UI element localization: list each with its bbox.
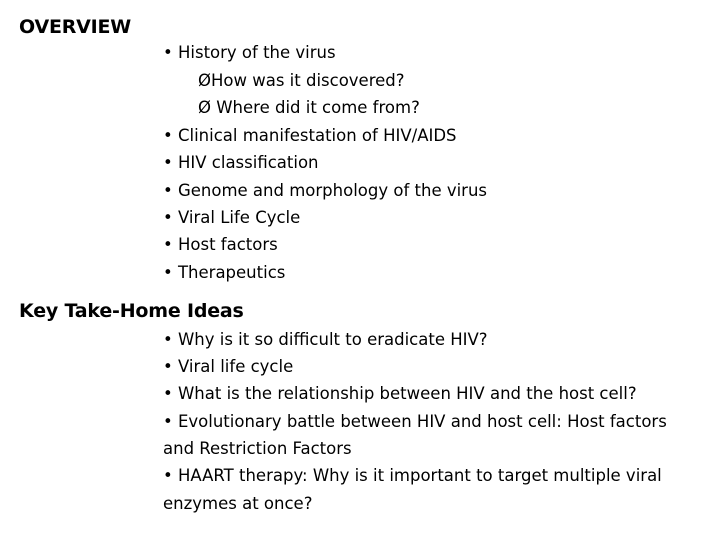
- overview-subitem-discovered: ØHow was it discovered?: [198, 71, 405, 90]
- takehome-item-lifecycle: • Viral life cycle: [163, 357, 294, 376]
- overview-item-lifecycle: • Viral Life Cycle: [163, 208, 301, 227]
- takehome-item-haart: • HAART therapy: Why is it important to target multiple viral: [163, 466, 662, 485]
- takehome-item-evolutionary: • Evolutionary battle between HIV and host cell: Host factors: [163, 412, 667, 431]
- overview-item-clinical: • Clinical manifestation of HIV/AIDS: [163, 126, 457, 145]
- takehome-item-relationship: • What is the relationship between HIV and the host cell?: [163, 384, 637, 403]
- overview-subitem-origin: Ø Where did it come from?: [198, 98, 420, 117]
- takehome-heading: Key Take-Home Ideas: [19, 300, 244, 322]
- overview-item-classification: • HIV classification: [163, 153, 319, 172]
- overview-item-therapeutics: • Therapeutics: [163, 263, 286, 282]
- takehome-item-eradicate: • Why is it so difficult to eradicate HIV?: [163, 330, 488, 349]
- takehome-item-haart-cont: enzymes at once?: [163, 494, 313, 513]
- overview-item-genome: • Genome and morphology of the virus: [163, 181, 488, 200]
- overview-item-history: • History of the virus: [163, 43, 336, 62]
- takehome-item-evolutionary-cont: and Restriction Factors: [163, 439, 352, 458]
- overview-heading: OVERVIEW: [19, 16, 132, 38]
- overview-item-host-factors: • Host factors: [163, 235, 278, 254]
